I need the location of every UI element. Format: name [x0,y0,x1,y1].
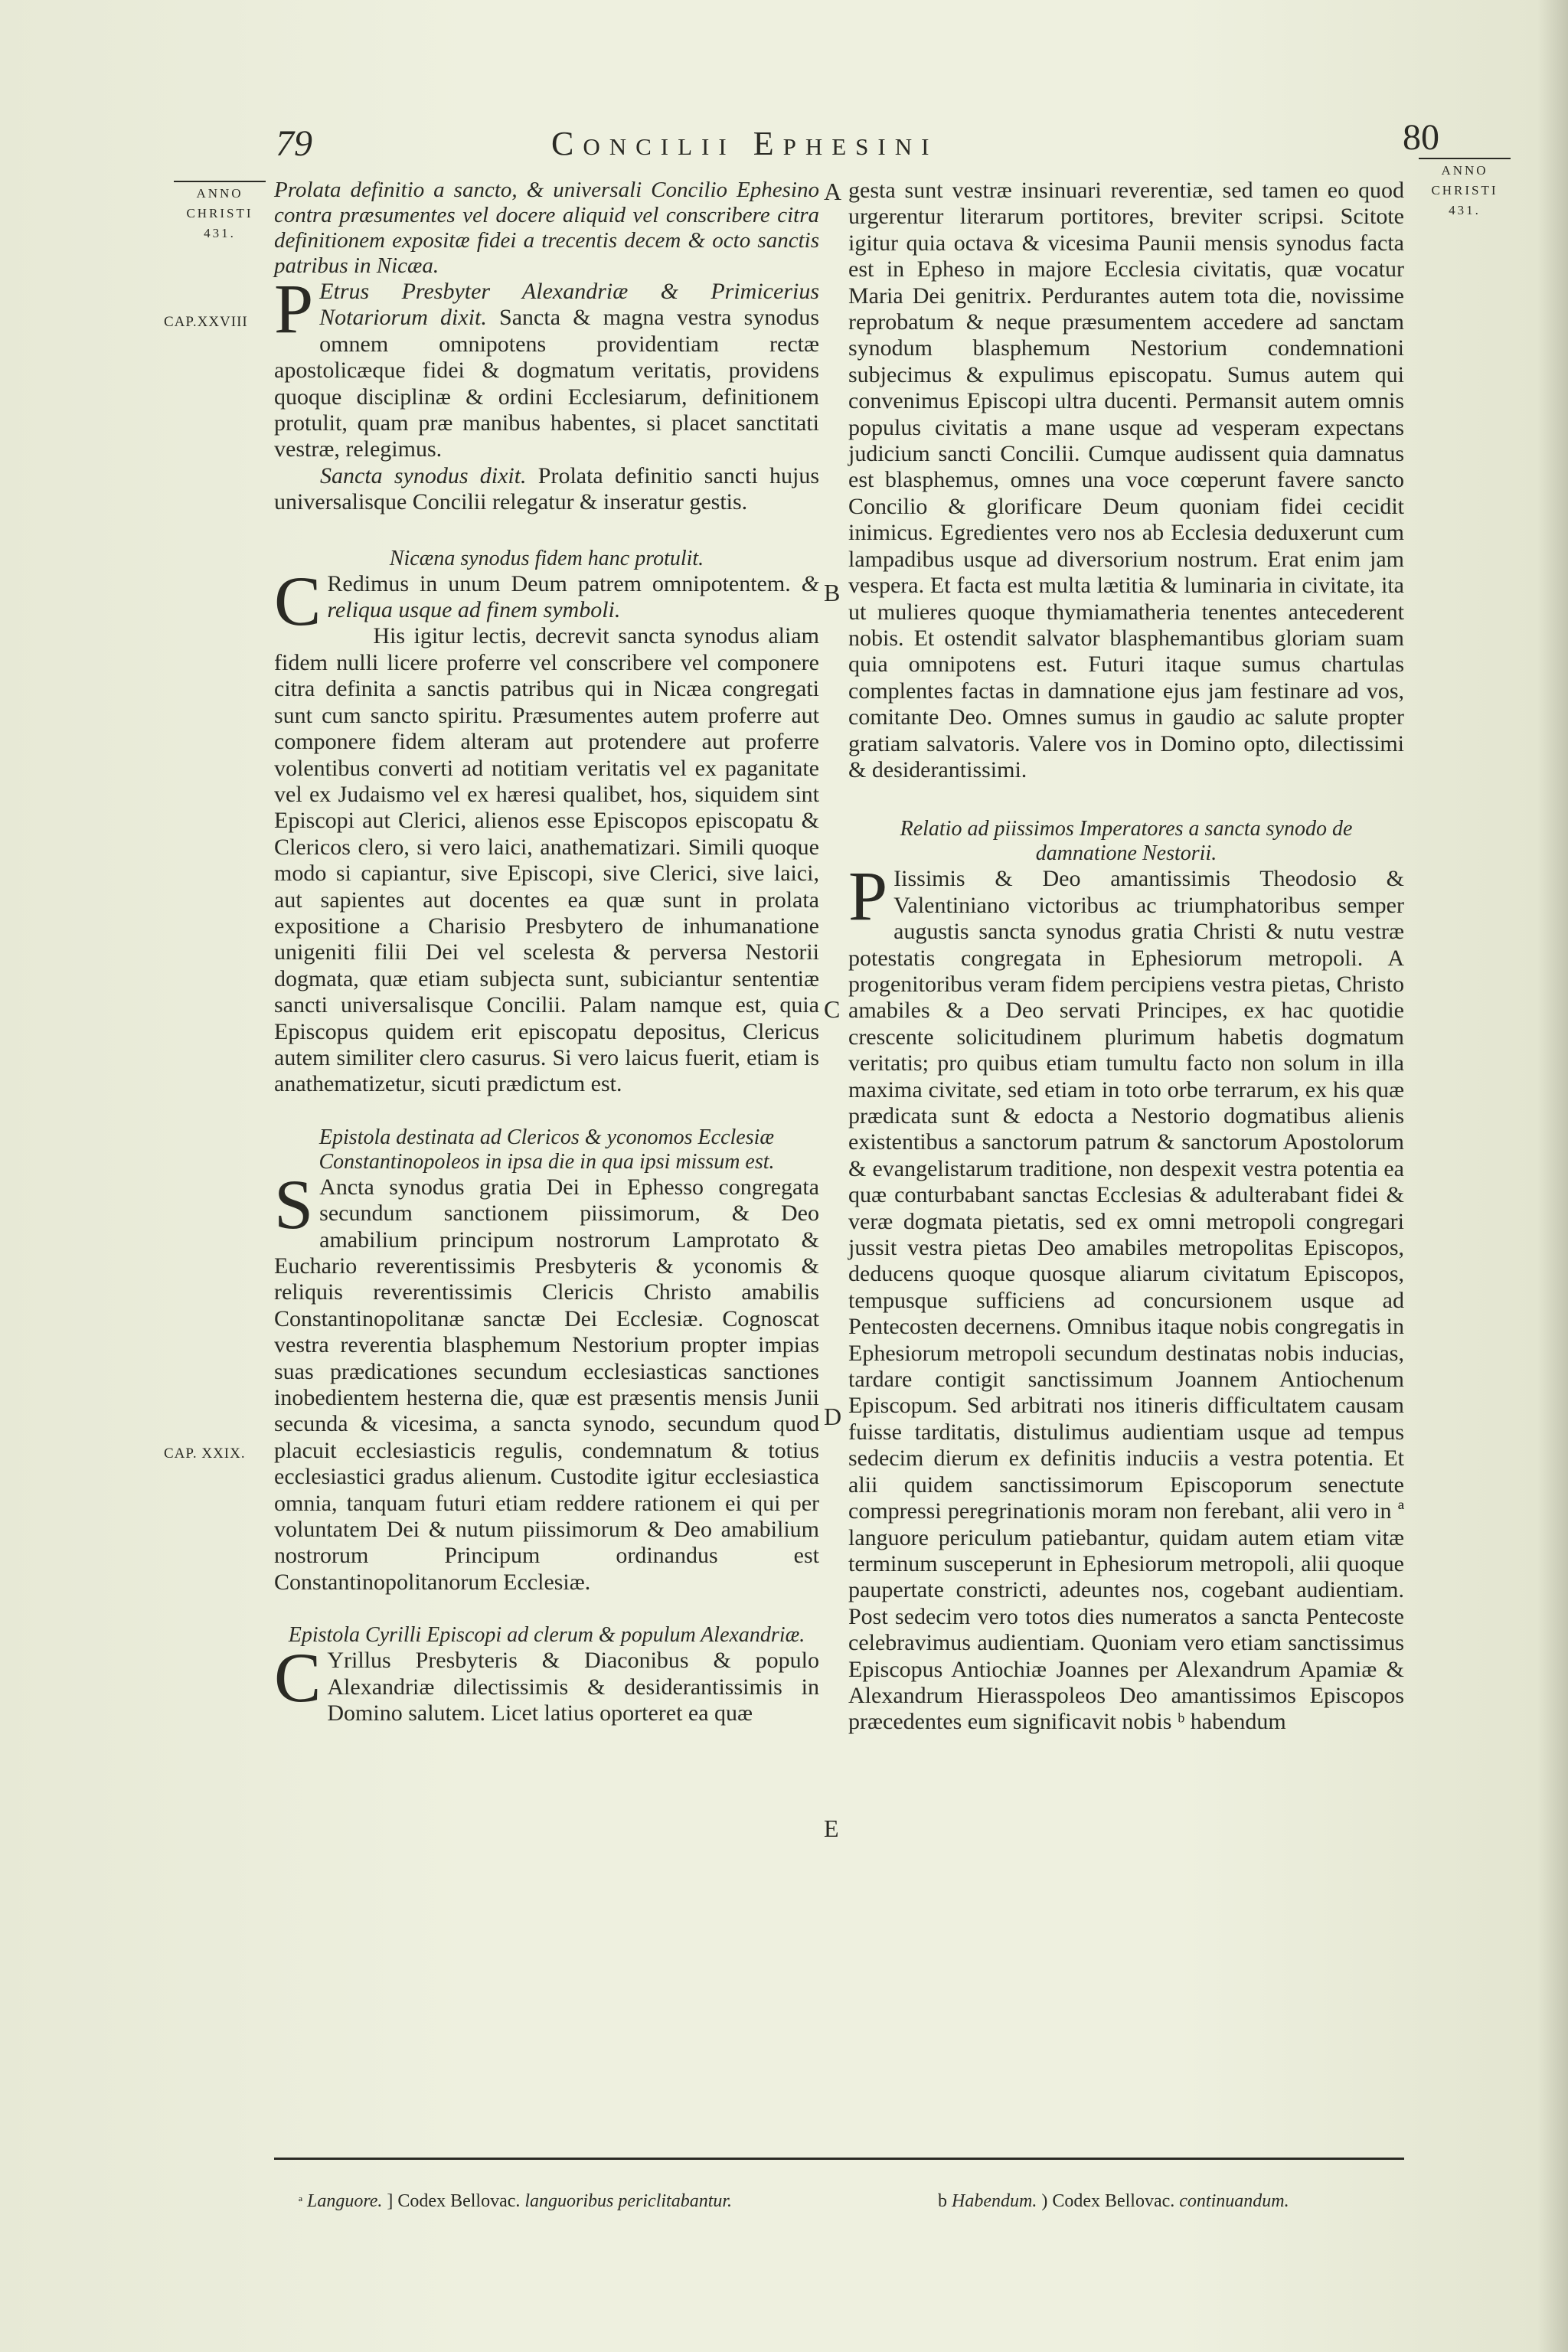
running-title: Concilii Ephesini [551,125,939,162]
footnote-b [938,2191,1289,2212]
margin-letter-a: A [824,178,842,205]
footnote-rule [274,2158,1404,2160]
paragraph-text: His igitur lectis, decrevit sancta synodus aliam fidem nulli licere proferre vel conscribere vel componere citra definita a sanctis patribus qui in Nicæa congregati sunt cum sancto spiritu. Præsumentes autem proferre aut componere fidem alteram aut protendere aut proferre volentibus converti ad notitiam veritatis vel ex paganitate vel ex Judaismo vel ex hæresi qualibet, hos, siquidem sint Episcopi aut Clerici, alienos esse Episcopos episcopatu & Clericos clero, si vero laici, anathematizari. Simili quoque modo si capiantur, sive Episcopi, sive Clerici, sive laici, aut sapientes aut docentes ea quæ sunt in prolata expositione a Charisio Presbytero de inhumanatione unigeniti filii Dei vel scelesta & perversa Nestorii dogmata, quæ etiam subjecta sunt, subiciantur sententiæ sancti universalisque Concilii. Palam namque est, quia Episcopus quidem erit episcopatu depositus, Clericus autem similiter clero casurus. Si vero laicus fuerit, etiam is anathematizetur, sicuti prædictum est. [274,623,819,1097]
right-column [848,178,1404,1736]
footnote-a [299,2191,732,2212]
margin-letter-b: B [824,579,841,606]
paragraph-italic: & reliqua usque ad finem symboli. [327,570,819,623]
section-title: Epistola Cyrilli Episcopi ad clerum & populum Alexandriæ. [288,1623,805,1648]
section-title: Epistola destinata ad Clericos & yconomos Ecclesiæ Constantinopoleos in ipsa die in qua ipsi missum est. [318,1125,775,1174]
anno-rule [1419,158,1511,159]
margin-letter-d: D [824,1403,842,1430]
section-title: Prolata definitio a sancto, & universali Concilio Ephesino contra præsumentes vel docere aliquid vel conscribere citra definitionem expositæ fidei a trecentis decem & octo sanctis patribus in Nicæa. [274,178,819,278]
paragraph-text: Ancta synodus gratia Dei in Ephesso congregata secundum sanctionem piissimorum, & Deo amabilium principum nostrorum Lamprotato & Euchario reverentissimis Presbyteris & yconomis & reliquis reverentissimis Clericis Christo amabilis Constantinopolitanæ sanctæ Dei Ecclesiæ. Cognoscat vestra reverentia blasphemum Nestorium propter impias suas prædicationes secundum ecclesiasticas sanctiones inobedientem hesterna die, quæ est præsentis mensis Junii secunda & vicesima, a sancta synodo, secundum quod placuit ecclesiasticis regulis, condemnatum & totius ecclesiastici gradus alienum. Custodite igitur ecclesiastica omnia, tanquam futuri etiam reddere rationem ei qui per voluntatem Dei & nutum piissimorum & Deo amabilium nostrorum Principum ordinandus est Constantinopolitanorum Ecclesiæ. [274,1174,819,1595]
page-edge-shadow [1537,0,1568,2352]
paragraph [274,1165,819,1596]
anno-line: CHRISTI [1431,183,1498,198]
paragraph-text: Yrillus Presbyteris & Diaconibus & populo Alexandriæ dilectissimis & desiderantissimis in Domino salutem. Licet latius oporteret ea quæ [327,1648,819,1726]
footnote-variant: continuandum. [1179,2191,1289,2211]
page-number-left: 79 [276,123,312,164]
footnote-mark: b [938,2191,947,2211]
paragraph [274,270,820,463]
anno-line: ANNO [1441,163,1488,178]
section-title: Nicæna synodus fidem hanc protulit. [389,546,704,570]
speaker-intro: Etrus Presbyter Alexandriæ & Primicerius Notariorum dixit. [319,279,819,331]
drop-cap: S [274,1165,314,1243]
paragraph [274,463,819,516]
drop-cap: P [848,857,888,936]
drop-cap: C [274,561,322,640]
anno-line: CHRISTI [186,206,253,220]
footnote-text: ) Codex Bellovac. [1041,2191,1175,2211]
footnote-word: Languore. [306,2191,383,2211]
footnote-word: Habendum. [952,2191,1037,2211]
anno-line: 431. [1449,203,1481,217]
paragraph-text: Sancta & magna vestra synodus omnem omnipotens providentiam rectæ apostolicæque fidei & dogmatum veritatis, providens quoque disciplinæ & ordini Ecclesiarum, definitionem protulit, quam præ manibus habentes, si placet sanctitati vestræ, relegimus. [274,305,820,462]
paragraph [274,561,819,640]
paragraph [274,1638,819,1726]
left-column [274,178,819,1727]
paragraph-text: gesta sunt vestræ insinuari reverentiæ, sed tamen eo quod urgerentur literarum portitores, breviter scripsi. Scitote igitur quia octava & vicesima Paunii mensis synodus facta est in Epheso in majore Ecclesia civitatis, quæ vocatur Maria Dei genitrix. Perdurantes autem tota die, novissime reprobatum & neque præsumentem accedere ad sanctam synodum blasphemum Nestorium condemnationi subjecimus & expulimus episcopatu. Sumus autem qui convenimus Episcopi ultra ducenti. Permansit autem omnis populus civitatis a mane usque ad vesperam expectans judicium sancti Concilii. Cumque audissent quia damnatus est blasphemus, omnes una voce cœperunt favere sancto Concilio & glorificare Deum quoniam fidei cecidit inimicus. Egredientes vero nos ab Ecclesia deduxerunt cum lampadibus usque ad diversorium nostrum. Erat enim jam vespera. Et facta est multa lætitia & luminaria in civitate, ita ut mulieres quoque thymiamatheria tenentes antecederent nobis. Et ostendit salvator blasphemantibus gloriam suam quia omnipotens est. Futuri itaque sumus chartulas complentes factas in damnatione ejus jam festinare ad vos, comitante Deo. Omnes sumus in gaudio ac salute propter gratiam salvatoris. Valere vos in Domino opto, dilectissimi & desiderantissimi. [848,178,1404,782]
speaker-intro: Sancta synodus dixit. [320,462,527,488]
paragraph-text: Redimus in unum Deum patrem omnipotentem. [327,570,791,596]
margin-letter-c: C [824,995,841,1023]
anno-line: ANNO [196,186,243,201]
margin-letter-e: E [824,1815,839,1842]
footnote-text: ] Codex Bellovac. [387,2191,521,2211]
anno-christi-right [1415,158,1514,220]
footnote-mark: ª [299,2194,302,2210]
drop-cap: P [274,270,314,348]
paragraph-text: Prolata definitio sancti hujus universalisque Concilii relegatur & inseratur gestis. [274,462,820,515]
anno-christi-left [170,181,270,243]
paragraph-text: Iissimis & Deo amantissimis Theodosio & Valentiniano victoribus ac triumphatoribus semper augustis sancta synodus gratia Christi & nutu vestræ potestatis congregata in Ephesiorum metropoli. A progenitoribus veram fidem percipiens vestra pietas, Christo amabiles & a Deo servati Principes, ex hac quotidie crescente solicitudinem plurimum habetis dogmatum veritatis; pro quibus etiam tumultu facto non solum in illa maxima civitate, sed etiam in toto orbe terrarum, ex his quæ prædicata sunt & edocta a Nestorio dogmatibus alienis existentibus a sanctorum patrum & sanctorum Apostolorum & evangelistarum traditione, non despexit vestra potentia ea quæ conturbabant sanctas Ecclesias & adulterabant fidei & veræ dogmata pietatis, sed ex omni metropoli congregari jussit vestra pietas Deo amabiles metropolitas Episcopos, deducens quoque quosque aliarum civitatum Episcopos, tempusque sufficiens ad concursionem usque ad Pentecosten decernens. Omnibus itaque nobis congregatis in Ephesiorum metropoli secundum destinatas nobis inducias, tardare contigit sanctissimum Joannem Antiochenum Episcopum. Sed arbitrati nos itineris difficultatem causam fuisse tarditatis, distulimus audientiam usque ad tempus sedecim dierum ex definitis induciis a vestra potentia. Et alii quidem sanctissimorum Episcoporum senectute compressi peregrinationis moram non ferebant, alii vero in ª languore periculum patiebantur, quidam autem etiam vitæ terminum susceperunt in Ephesiorum metropoli, alii quoque paupertate constricti, adeuntes nos, cogebant audientiam. Post sedecim vero totos dies numeratos a sancta Pentecoste celebravimus audientiam. Quoniam vero etiam sanctissimus Episcopus Antiochiæ Joannes per Alexandrum Apamiæ & Alexandrum Hierasspoleos Deo amantissimos Episcopos præcedentes eum significavit nobis ᵇ habendum [848,866,1404,1735]
chapter-label-28: CAP.XXVIII [164,314,248,330]
anno-rule [174,181,266,182]
chapter-label-29: CAP. XXIX. [164,1446,246,1462]
running-header [276,115,1439,168]
drop-cap: C [274,1638,322,1717]
footnote-variant: languoribus periclitabantur. [524,2191,733,2211]
paragraph [848,857,1404,1735]
section-title: Relatio ad piissimos Imperatores a sancta synodo de damnatione Nestorii. [900,817,1353,866]
page-number-right: 80 [1403,117,1439,158]
anno-line: 431. [204,226,236,240]
